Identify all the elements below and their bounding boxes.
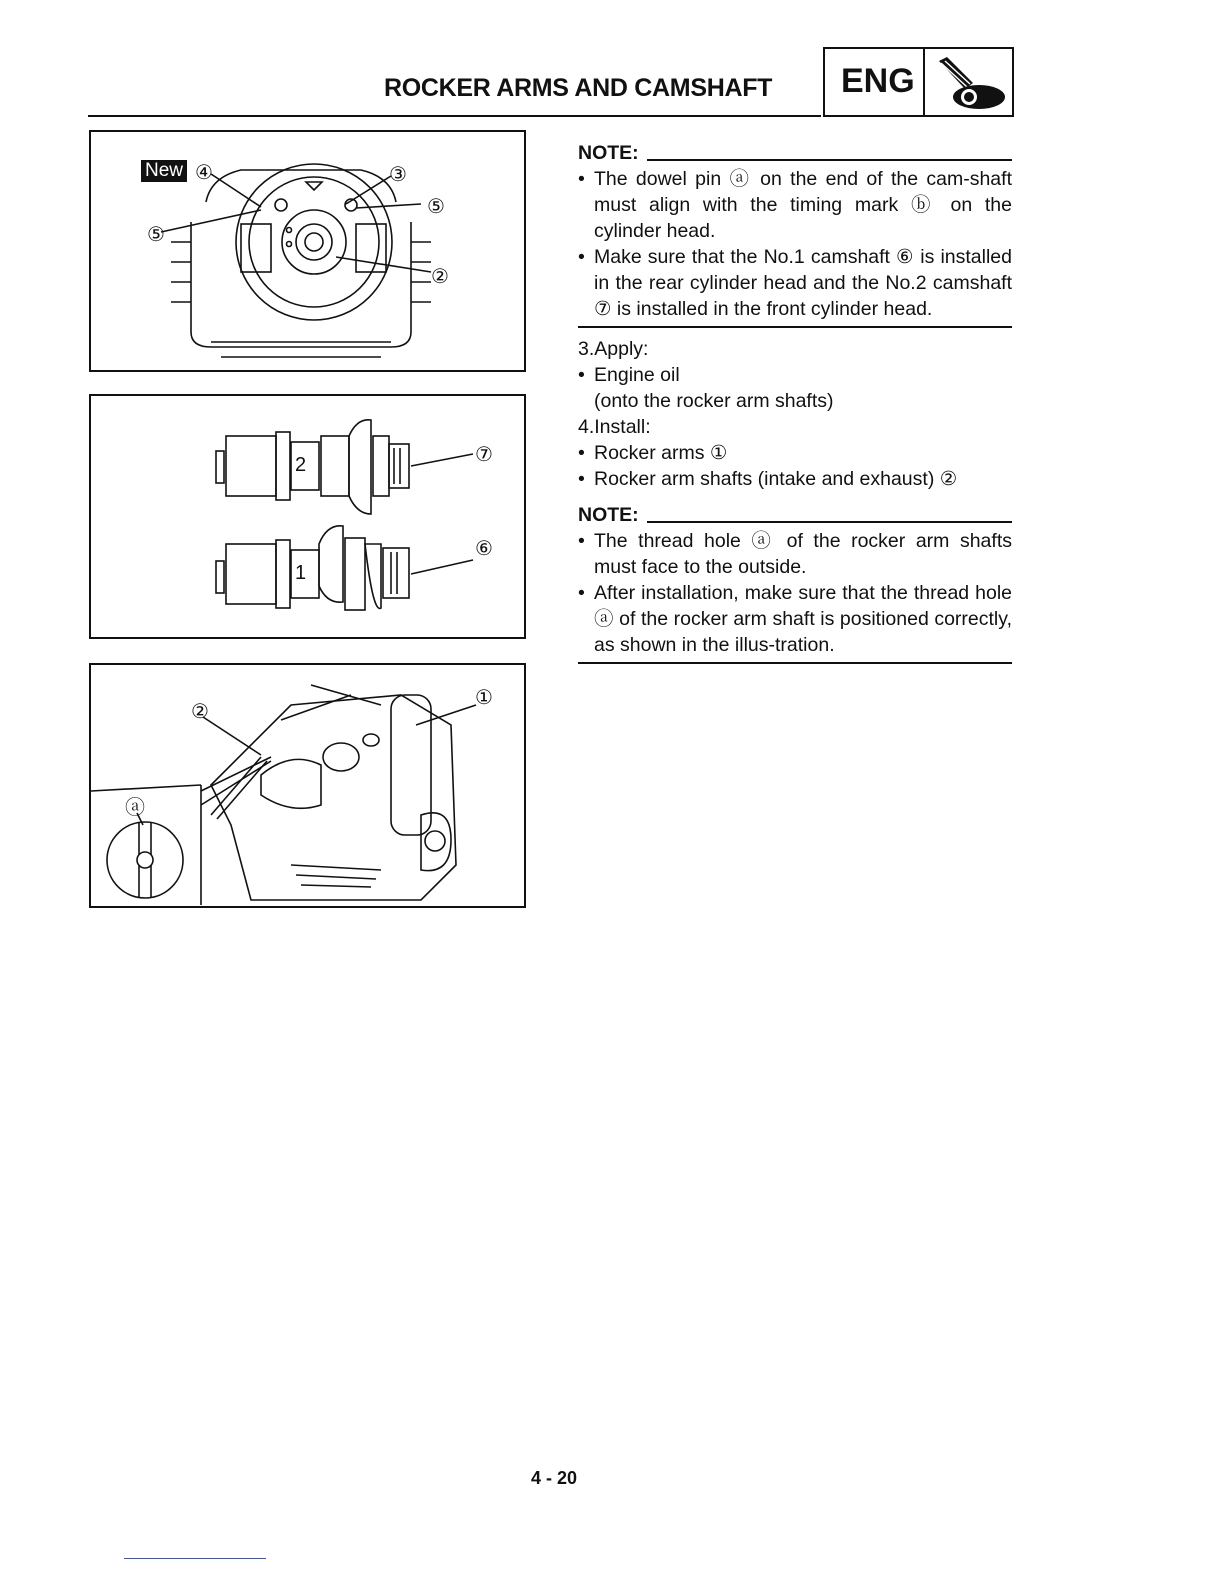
note-2-bullet-2: • After installation, make sure that the thread hole ⓐ of the rocker arm shaft is positioned correctly, as shown in the illus-tration.: [578, 580, 1012, 658]
camshaft-alignment-illustration: [91, 132, 526, 372]
page-title: ROCKER ARMS AND CAMSHAFT: [384, 74, 773, 102]
callout-5-left: ⑤: [147, 224, 165, 246]
figure-camshaft-alignment: [89, 130, 526, 372]
callout-a: ⓐ: [125, 797, 145, 819]
new-part-badge: New: [141, 160, 187, 182]
step-4-item-2: • Rocker arm shafts (intake and exhaust) ②: [578, 466, 1012, 492]
step-4-item-1: • Rocker arms ①: [578, 440, 1012, 466]
note-2-bullet-1: • The thread hole ⓐ of the rocker arm shafts must face to the outside.: [578, 528, 1012, 580]
step-3-sub: (onto the rocker arm shafts): [594, 390, 834, 412]
instructions: [578, 138, 1012, 672]
section-badge-label: ENG: [841, 62, 915, 100]
callout-7: ⑦: [475, 444, 493, 466]
step-4-label: 4.Install:: [578, 416, 651, 438]
cam-mark-1: 1: [295, 562, 307, 584]
figure-camshafts: [89, 394, 526, 639]
rocker-shaft-illustration: [91, 665, 526, 908]
callout-2: ②: [191, 701, 209, 723]
cam-mark-2: 2: [295, 454, 307, 476]
note-2-end-rule: [578, 662, 1012, 664]
camshafts-illustration: [91, 396, 526, 639]
title-rule: [88, 115, 821, 117]
note-1-bullet-1: • The dowel pin ⓐ on the end of the cam-shaft must align with the timing mark ⓑ on the cylinder head.: [578, 166, 1012, 244]
callout-3: ③: [389, 164, 407, 186]
callout-5-right: ⑤: [427, 196, 445, 218]
step-3-label: 3.Apply:: [578, 338, 649, 360]
step-3-item: • Engine oil: [578, 362, 1012, 388]
callout-6: ⑥: [475, 538, 493, 560]
section-badge: [823, 47, 1014, 117]
note-2-label: NOTE:: [578, 504, 639, 526]
callout-4: ④: [195, 162, 213, 184]
section-badge-divider: [923, 49, 925, 115]
footer-link-line: [124, 1558, 266, 1559]
engine-wrench-icon: [929, 53, 1009, 113]
figure-rocker-shaft-install: [89, 663, 526, 908]
note-1-bullet-2: • Make sure that the No.1 camshaft ⑥ is installed in the rear cylinder head and the No.2 camshaft ⑦ is installed in the front cylinder head.: [578, 244, 1012, 322]
note-1-label: NOTE:: [578, 142, 639, 164]
note-1-end-rule: [578, 326, 1012, 328]
callout-1: ①: [475, 687, 493, 709]
callout-2: ②: [431, 266, 449, 288]
note-1-heading: [578, 140, 1012, 166]
page-number: 4 - 20: [531, 1468, 578, 1488]
note-2-heading: [578, 502, 1012, 528]
